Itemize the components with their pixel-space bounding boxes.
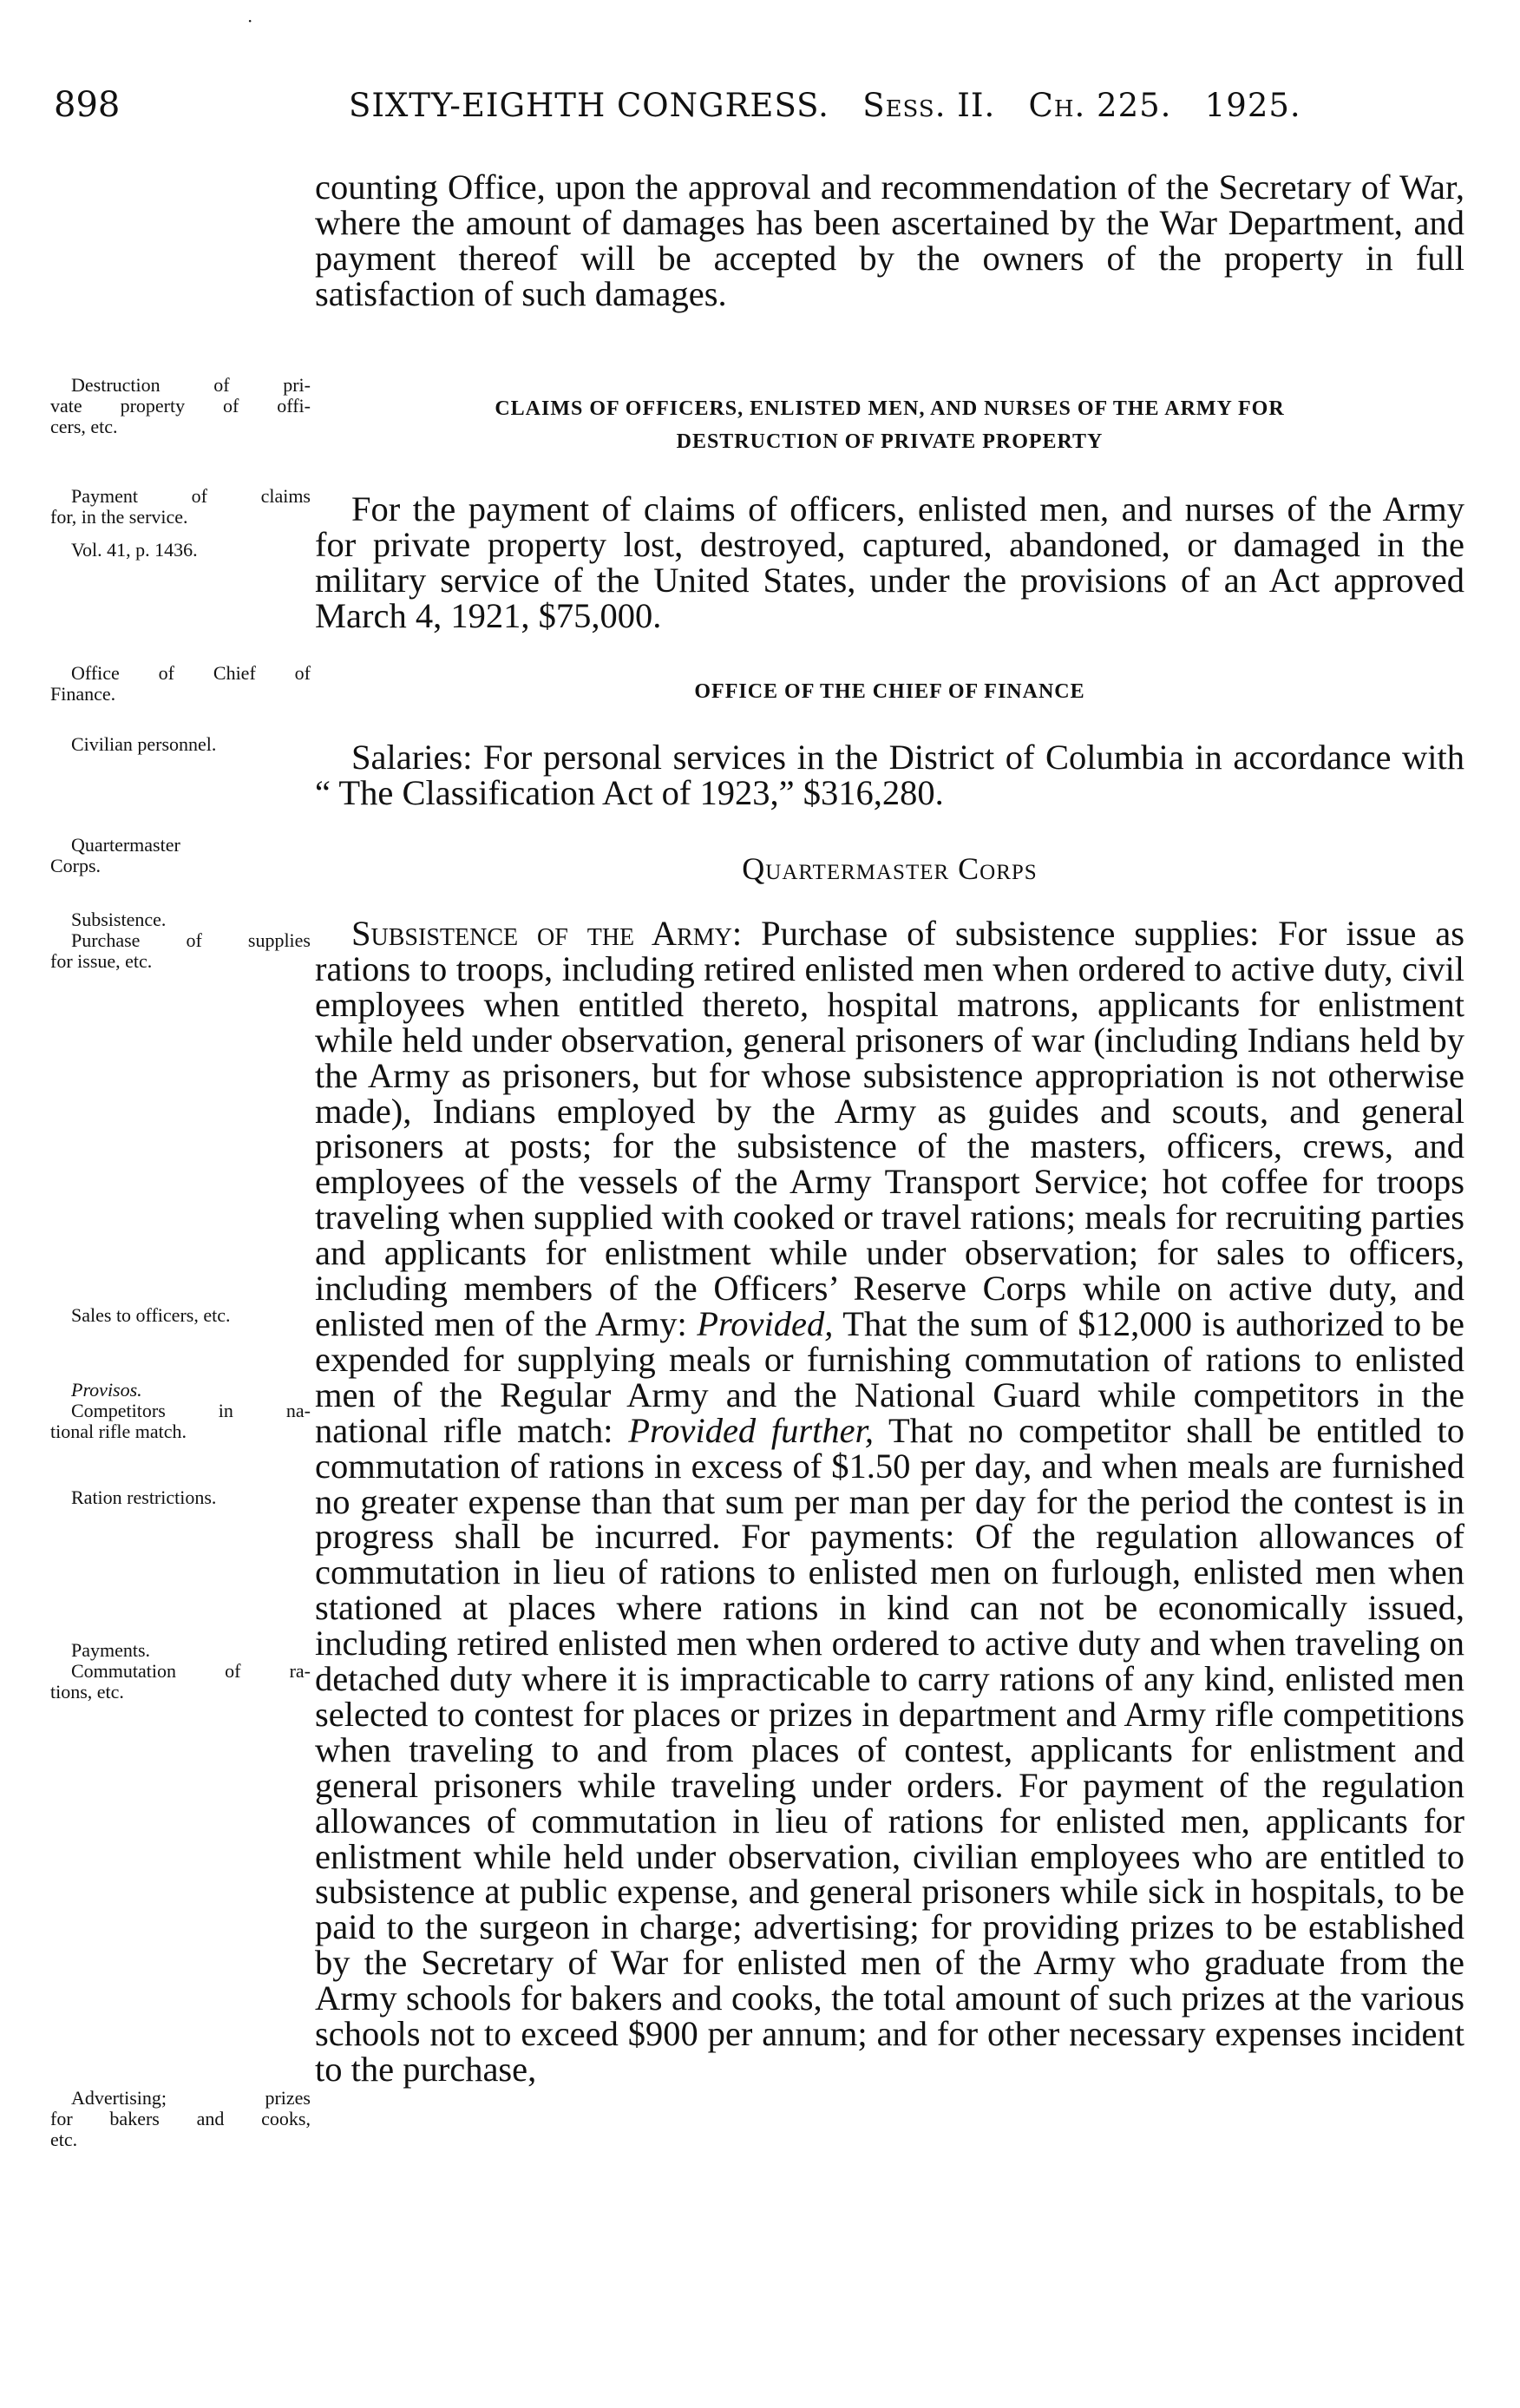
margin-note-line: etc. <box>50 2129 78 2150</box>
margin-note-line: Subsistence. <box>71 909 167 930</box>
margin-note-line: vate property of offi- <box>50 395 311 417</box>
heading-finance: OFFICE OF THE CHIEF OF FINANCE <box>694 680 1085 703</box>
margin-note-line: for bakers and cooks, <box>50 2108 311 2129</box>
paragraph-continued <box>315 167 1464 313</box>
paragraph-claims <box>315 489 1464 635</box>
margin-note-line: Commutation of ra- <box>71 1660 311 1682</box>
provided-term: Provided, <box>697 1303 834 1343</box>
margin-note-provisos <box>50 1380 311 1442</box>
chapter: Ch. 225. <box>1028 87 1172 124</box>
margin-note-sales <box>50 1305 311 1326</box>
margin-note-line: tions, etc. <box>50 1681 124 1703</box>
margin-note-destruction <box>50 375 311 437</box>
margin-note-subsistence <box>50 909 311 972</box>
paragraph-salaries <box>315 740 1464 811</box>
margin-note-line: Civilian personnel. <box>71 733 217 755</box>
stray-mark: · <box>247 10 253 31</box>
margin-note-payments <box>50 1640 311 1703</box>
margin-note-line: Provisos. <box>71 1379 142 1401</box>
subsistence-text-3: That no competitor shall be entitled to commutation of rations in excess of $1.50 per day, and when meals are furnished no greater expense than that sum per man per day for the period the contest is in progress shall be incurred. For payments: Of the regulation allowances of commutation in lieu of rations to enlisted men on furlough, enlisted men when stationed at places where rations in kind can not be economically issued, including retired enlisted men when ordered to active duty and when traveling on detached duty where it is impracticable to carry rations of any kind, enlisted men selected to contest for places or prizes in department and Army rifle competitions when traveling to and from places of contest, applicants for enlistment and general prisoners while traveling under orders. For payment of the regulation allowances of commutation in lieu of rations for enlisted men, applicants for enlistment while held under observation, civilian employees who are entitled to subsistence at public expense, and general prisoners while sick in hospitals, to be paid to the surgeon in charge; advertising; for providing prizes to be established by the Secretary of War for enlisted men of the Army who graduate from the Army schools for bakers and cooks, the total amount of such prizes at the various schools not to exceed $900 per annum; and for other necessary expenses incident to the purchase, <box>315 1410 1465 2089</box>
congress-title: SIXTY-EIGHTH CONGRESS. <box>349 87 829 124</box>
paragraph-text: counting Office, upon the approval and recommendation of the Secretary of War, where the amount of damages has been ascertained by the War Department, and payment thereof will be accepted by the owners of the property in full satisfaction of such damages. <box>315 167 1464 313</box>
margin-note-line: Purchase of supplies <box>71 929 311 951</box>
paragraph-subsistence <box>315 916 1464 2088</box>
subsistence-text-2: That the sum of $12,000 is authorized to be expended for supplying meals or furnishing commutation of rations to enlisted men of the Regular Army and the National Guard while competitors in the national rifle match: <box>315 1303 1465 1450</box>
margin-note-line: cers, etc. <box>50 416 118 437</box>
margin-note-line: Advertising; prizes <box>71 2087 311 2109</box>
heading-quartermaster: Quartermaster Corps <box>742 851 1038 886</box>
margin-note-line: Payment of claims <box>71 485 311 507</box>
paragraph-text: Salaries: For personal services in the District of Columbia in accordance with “ The Classification Act of 1923,” $316,280. <box>315 738 1464 812</box>
margin-note-line: Competitors in na- <box>71 1400 311 1421</box>
paragraph-text: For the payment of claims of officers, enlisted men, and nurses of the Army for private property lost, destroyed, captured, abandoned, or damaged in the military service of the United States, under the provisions of an Act approved March 4, 1921, $75,000. <box>315 489 1464 635</box>
heading-claims-line2: DESTRUCTION OF PRIVATE PROPERTY <box>676 430 1104 453</box>
margin-note-payment-claims <box>50 486 311 561</box>
margin-note-line: Ration restrictions. <box>71 1486 217 1508</box>
margin-note-quartermaster <box>50 835 311 876</box>
margin-note-line: Payments. <box>71 1639 151 1661</box>
running-title <box>349 87 1301 124</box>
margin-note-line: for issue, etc. <box>50 950 153 972</box>
provided-further-term: Provided further, <box>628 1410 875 1450</box>
margin-note-line: Destruction of pri- <box>71 374 311 396</box>
margin-note-advertising <box>50 2088 311 2150</box>
margin-note-line: Corps. <box>50 855 102 876</box>
margin-note-line: Quartermaster <box>71 834 180 856</box>
margin-note-line: Finance. <box>50 683 116 705</box>
margin-note-line: Sales to officers, etc. <box>71 1304 231 1326</box>
session: Sess. II. <box>862 87 996 124</box>
heading-claims-line1: CLAIMS OF OFFICERS, ENLISTED MEN, AND NURSES OF THE ARMY FOR <box>495 397 1285 420</box>
subsistence-lead: Subsistence of the Army <box>351 914 732 953</box>
subsistence-text-1: : Purchase of subsistence supplies: For issue as rations to troops, including retired enlisted men when ordered to active duty, civil employees when entitled thereto, hospital matrons, applicants for enlistment while held under observation, general prisoners of war (including Indians held by the Army as prisoners, but for whose subsistence appropriation is not otherwise made), Indians employed by the Army as guides and scouts, and general prisoners at posts; for the subsistence of the masters, officers, crews, and employees of the vessels of the Army Transport Service; hot coffee for troops traveling when supplied with cooked or travel rations; meals for recruiting parties and applicants for enlistment while under observation; for sales to officers, including members of the Officers’ Reserve Corps while on active duty, and enlisted men of the Army: <box>315 914 1464 1343</box>
page-number: 898 <box>54 85 121 125</box>
margin-note-ration-restrictions <box>50 1487 311 1508</box>
heading-claims <box>315 392 1464 458</box>
margin-note-line: Office of Chief of <box>71 662 311 684</box>
margin-note-line: tional rifle match. <box>50 1421 187 1442</box>
year: 1925. <box>1204 87 1301 124</box>
margin-note-civilian-personnel <box>50 734 311 755</box>
running-header <box>54 85 1468 137</box>
margin-note-line: Vol. 41, p. 1436. <box>71 539 198 561</box>
paragraph-text <box>315 916 1464 2088</box>
margin-note-line: for, in the service. <box>50 506 188 528</box>
margin-note-finance <box>50 663 311 705</box>
